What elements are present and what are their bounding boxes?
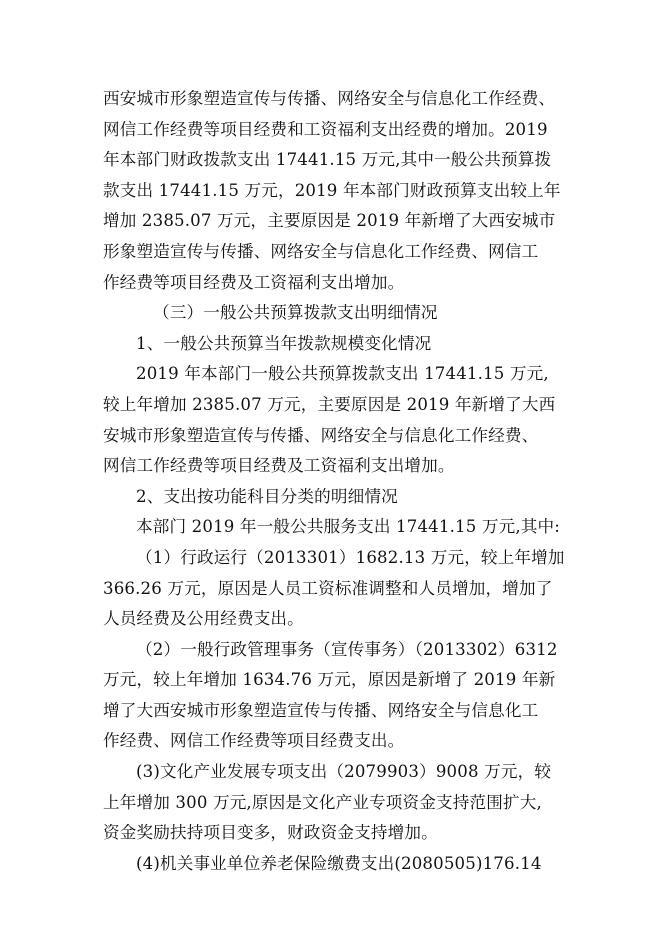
text-line: (4)机关事业单位养老保险缴费支出(2080505)176.14 (136, 853, 542, 873)
text-line: (3)文化产业发展专项支出（2079903）9008 万元，较 (136, 762, 552, 782)
text-line: （2）一般行政管理事务（宣传事务）（2013302）6312 (136, 639, 558, 659)
text-line: 形象塑造宣传与传播、网络安全与信息化工作经费、网信工 (103, 241, 539, 261)
text-line: 作经费等项目经费及工资福利支出增加。 (103, 272, 405, 292)
document-body (103, 84, 573, 879)
text-line: 万元，较上年增加 1634.76 万元，原因是新增了 2019 年新 (103, 670, 556, 690)
text-line: 1、一般公共预算当年拨款规模变化情况 (136, 333, 432, 353)
text-line: 2019 年本部门一般公共预算拨款支出 17441.15 万元, (136, 364, 549, 384)
text-line: 资金奖励扶持项目变多，财政资金支持增加。 (103, 823, 438, 843)
text-line: 网信工作经费等项目经费和工资福利支出经费的增加。2019 (103, 119, 548, 139)
text-line: 西安城市形象塑造宣传与传播、网络安全与信息化工作经费、 (103, 89, 556, 108)
text-line: 网信工作经费等项目经费及工资福利支出增加。 (103, 456, 455, 476)
text-line: 上年增加 300 万元,原因是文化产业专项资金支持范围扩大, (103, 792, 542, 812)
text-line: 366.26 万元，原因是人员工资标准调整和人员增加，增加了 (103, 578, 553, 598)
text-line: 人员经费及公用经费支出。 (103, 609, 304, 629)
text-line: 款支出 17441.15 万元，2019 年本部门财政预算支出较上年 (103, 180, 561, 200)
text-line: 增加 2385.07 万元，主要原因是 2019 年新增了大西安城市 (103, 211, 556, 231)
text-line: （三）一般公共预算拨款支出明细情况 (153, 303, 438, 323)
text-line: 2、支出按功能科目分类的明细情况 (136, 486, 398, 506)
text-line: 增了大西安城市形象塑造宣传与传播、网络安全与信息化工 (103, 700, 539, 720)
text-line: （1）行政运行（2013301）1682.13 万元，较上年增加 (136, 547, 565, 567)
text-line: 安城市形象塑造宣传与传播、网络安全与信息化工作经费、 (103, 425, 539, 445)
text-line: 较上年增加 2385.07 万元，主要原因是 2019 年新增了大西 (103, 394, 556, 414)
text-line: 年本部门财政拨款支出 17441.15 万元,其中一般公共预算拨 (103, 150, 552, 170)
text-line: 作经费、网信工作经费等项目经费支出。 (103, 731, 405, 751)
text-line: 本部门 2019 年一般公共服务支出 17441.15 万元,其中: (136, 517, 560, 537)
